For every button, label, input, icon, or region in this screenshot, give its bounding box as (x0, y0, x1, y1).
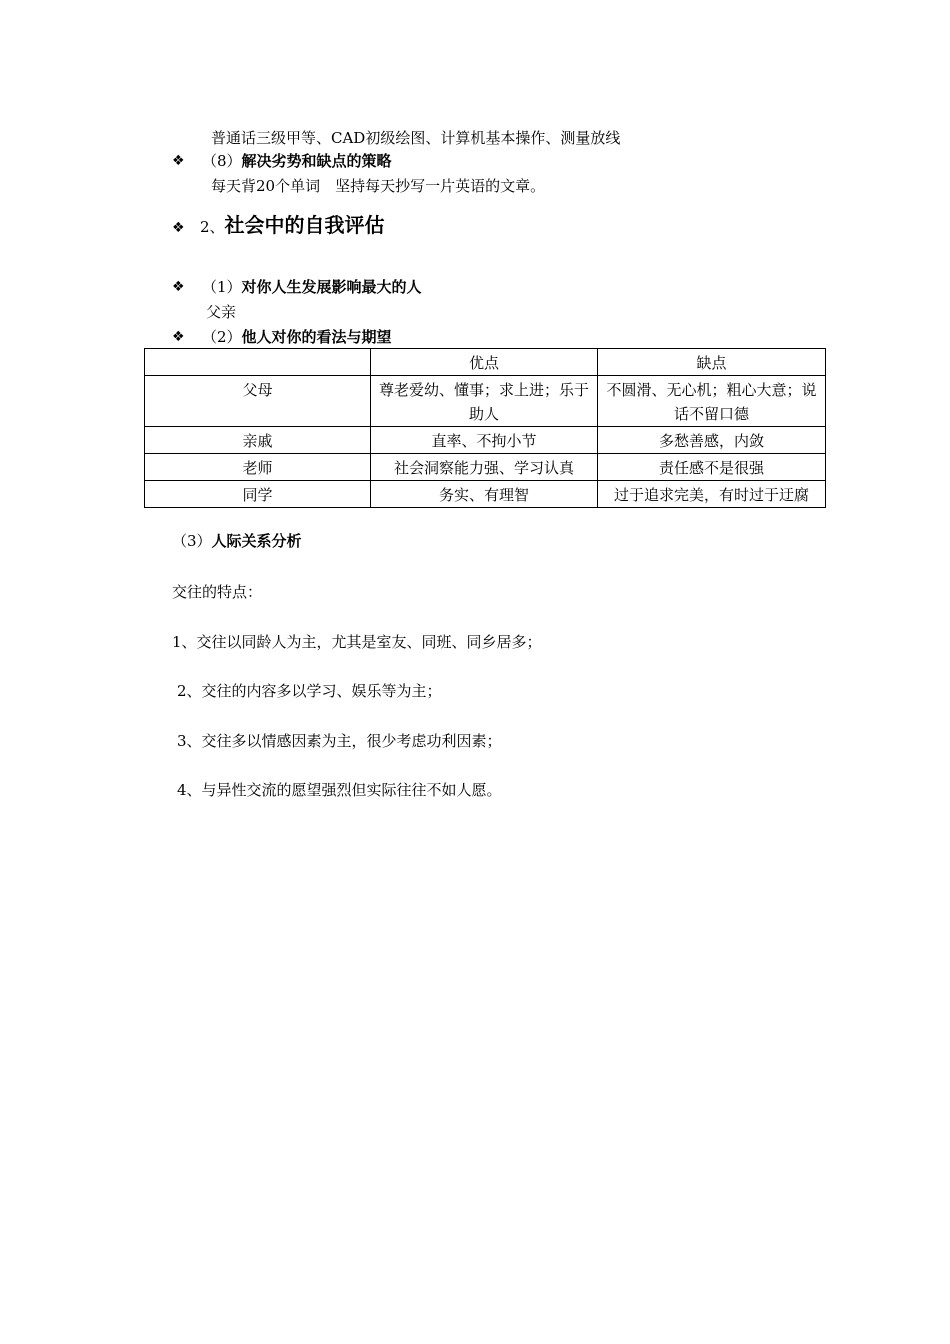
table-row (145, 427, 826, 454)
sub1-label: （1） (202, 278, 242, 296)
table-cell-cons: 过于追求完美，有时过于迂腐 (598, 481, 826, 508)
section8-title: 解决劣势和缺点的策略 (241, 152, 392, 170)
sub2-label: （2） (202, 328, 242, 346)
traits-heading: 交往的特点： (172, 583, 263, 601)
table-cell-pros: 尊老爱幼、懂事；求上进；乐于助人 (371, 376, 598, 427)
table-cell-cons: 多愁善感，内敛 (598, 427, 826, 454)
table-cell-cons: 不圆滑、无心机；粗心大意；说话不留口德 (598, 376, 826, 427)
table-cell-who: 老师 (145, 454, 371, 481)
section2-title: 社会中的自我评估 (224, 213, 385, 237)
diamond-bullet-icon: ❖ (172, 153, 185, 169)
section2-number: 2、 (200, 218, 225, 236)
table-cell-who: 亲戚 (145, 427, 371, 454)
table-row (145, 376, 826, 427)
sub3-title: 人际关系分析 (211, 532, 302, 550)
trait-item: 4、与异性交流的愿望强烈但实际往往不如人愿。 (177, 781, 502, 799)
sub1-content: 父亲 (206, 303, 237, 321)
trait-item: 2、交往的内容多以学习、娱乐等为主； (177, 682, 442, 700)
table-cell-cons: 责任感不是很强 (598, 454, 826, 481)
section2-heading (200, 212, 385, 238)
section8-heading (202, 151, 392, 171)
skills-line: 普通话三级甲等、CAD初级绘图、计算机基本操作、测量放线 (211, 129, 621, 147)
sub1-heading (202, 277, 422, 297)
diamond-bullet-icon: ❖ (172, 329, 185, 345)
diamond-bullet-icon: ❖ (172, 220, 185, 236)
others-evaluation-table (144, 348, 826, 508)
table-cell-who: 同学 (145, 481, 371, 508)
table-header-cell (145, 349, 371, 376)
table-row (145, 481, 826, 508)
table-cell-who: 父母 (145, 376, 371, 427)
table-cell-pros: 直率、不拘小节 (371, 427, 598, 454)
table-cell-pros: 社会洞察能力强、学习认真 (371, 454, 598, 481)
sub1-title: 对你人生发展影响最大的人 (241, 278, 422, 296)
section8-label: （8） (202, 152, 242, 170)
diamond-bullet-icon: ❖ (172, 279, 185, 295)
table-header-cell: 缺点 (598, 349, 826, 376)
table-cell-pros: 务实、有理智 (371, 481, 598, 508)
trait-item: 3、交往多以情感因素为主，很少考虑功利因素； (177, 732, 502, 750)
trait-item: 1、交往以同龄人为主，尤其是室友、同班、同乡居多； (172, 633, 542, 651)
sub3-label: （3） (172, 532, 212, 550)
table-row (145, 454, 826, 481)
sub2-heading (202, 327, 392, 347)
table-header-row (145, 349, 826, 376)
sub2-title: 他人对你的看法与期望 (241, 328, 392, 346)
table-header-cell: 优点 (371, 349, 598, 376)
section8-content: 每天背20个单词 坚持每天抄写一片英语的文章。 (211, 177, 546, 195)
sub3-heading (172, 531, 302, 551)
